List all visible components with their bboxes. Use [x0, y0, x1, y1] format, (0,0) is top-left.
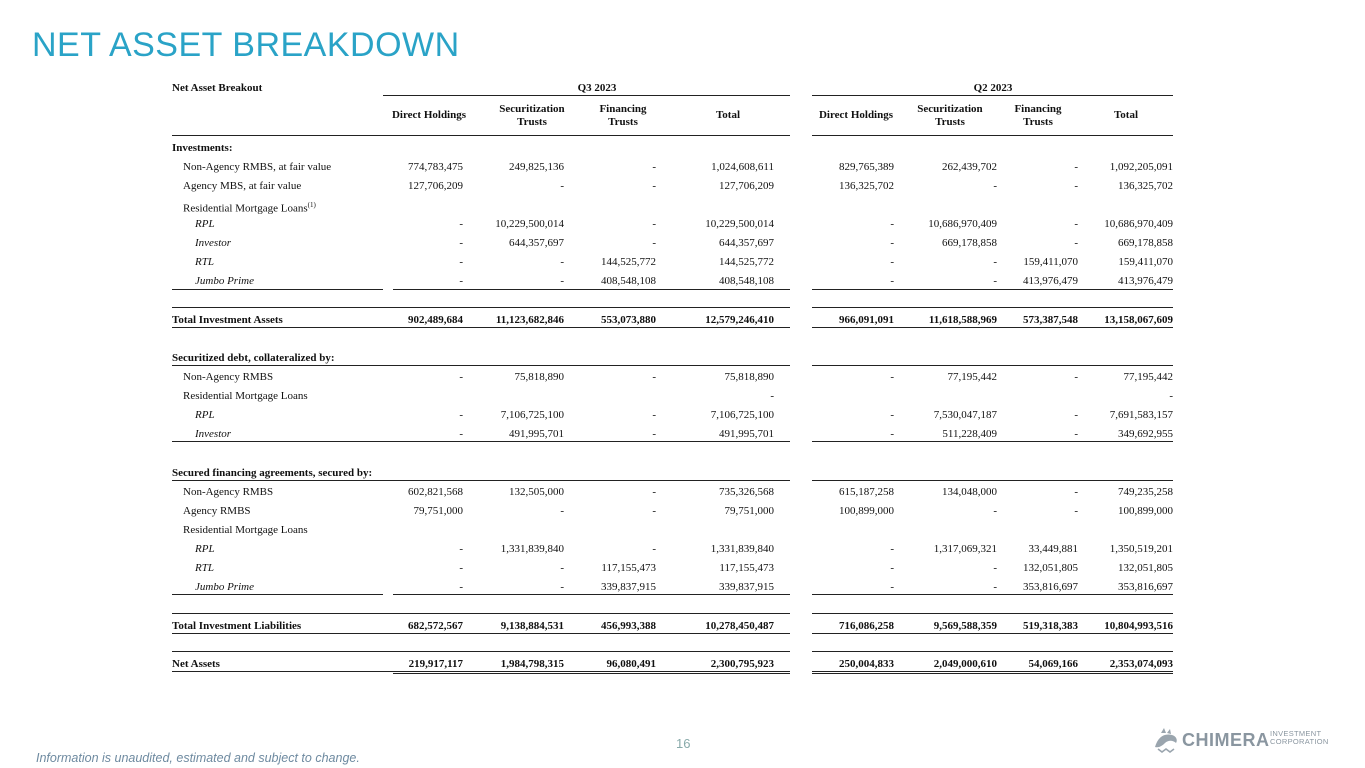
row-label: Residential Mortgage Loans [183, 524, 308, 536]
row-label: RPL [195, 409, 215, 421]
row-label: Non-Agency RMBS [183, 486, 274, 498]
group-rule [812, 289, 1173, 290]
table-cell: 749,235,258 [1118, 486, 1173, 498]
table-cell: 10,229,500,014 [495, 218, 564, 230]
table-cell: 79,751,000 [724, 505, 774, 517]
row-label: Investor [195, 237, 232, 249]
table-cell: 1,092,205,091 [1109, 161, 1173, 173]
table-cell: - [652, 218, 656, 230]
table-cell: 408,548,108 [601, 275, 656, 287]
table-cell: 1,331,839,840 [710, 543, 774, 555]
table-cell: - [890, 371, 894, 383]
table-cell: 602,821,568 [408, 486, 463, 498]
table-cell: 1,024,608,611 [711, 161, 774, 173]
table-cell: - [770, 390, 774, 402]
table-cell: - [1074, 409, 1078, 421]
table-cell: 96,080,491 [606, 658, 656, 670]
table-cell: 262,439,702 [942, 161, 997, 173]
table-cell: - [459, 256, 463, 268]
table-cell: 127,706,209 [719, 180, 774, 192]
table-cell: - [560, 505, 564, 517]
table-cell: 11,123,682,846 [495, 314, 564, 326]
table-cell: - [993, 505, 997, 517]
table-cell: - [459, 218, 463, 230]
table-cell: 54,069,166 [1028, 658, 1078, 670]
table-cell: 519,318,383 [1023, 620, 1078, 632]
table-cell: - [993, 581, 997, 593]
table-cell: 75,818,890 [724, 371, 774, 383]
row-label: Total Investment Assets [172, 314, 283, 326]
table-cell: - [890, 237, 894, 249]
table-cell: - [1074, 180, 1078, 192]
table-cell: 669,178,858 [1118, 237, 1173, 249]
row-label: RTL [195, 256, 214, 268]
table-cell: 10,686,970,409 [1104, 218, 1173, 230]
column-header: Securitization Trusts [499, 103, 565, 128]
table-cell: 10,229,500,014 [705, 218, 774, 230]
row-label: Total Investment Liabilities [172, 620, 302, 632]
table-cell: - [1074, 161, 1078, 173]
table-cell: - [459, 428, 463, 440]
group-rule [172, 633, 790, 634]
table-cell: - [652, 180, 656, 192]
double-rule [393, 673, 790, 674]
table-cell: 511,228,409 [942, 428, 997, 440]
table-cell: 2,353,074,093 [1109, 658, 1173, 670]
table-cell: 117,155,473 [601, 562, 656, 574]
group-rule [172, 441, 790, 442]
table-cell: - [459, 543, 463, 555]
table-cell: 7,106,725,100 [710, 409, 774, 421]
table-cell: - [560, 256, 564, 268]
period-header-rule [812, 95, 1173, 96]
group-rule [172, 651, 790, 652]
group-rule [172, 480, 790, 481]
table-cell: 339,837,915 [719, 581, 774, 593]
table-cell: 902,489,684 [408, 314, 463, 326]
row-label: Investments: [172, 142, 233, 154]
column-header: Financing Trusts [1014, 103, 1062, 128]
table-cell: 12,579,246,410 [705, 314, 774, 326]
table-cell: 716,086,258 [839, 620, 894, 632]
group-rule [172, 327, 790, 328]
table-cell: - [993, 256, 997, 268]
column-header: Total [1113, 109, 1139, 121]
table-cell: - [1074, 428, 1078, 440]
table-cell: 349,692,955 [1118, 428, 1173, 440]
table-cell: 413,976,479 [1023, 275, 1078, 287]
column-header: Direct Holdings [818, 109, 894, 121]
table-cell: - [459, 409, 463, 421]
table-cell: 100,899,000 [1118, 505, 1173, 517]
table-cell: - [890, 409, 894, 421]
table-cell: 353,816,697 [1023, 581, 1078, 593]
table-cell: 10,804,993,516 [1104, 620, 1173, 632]
row-label: Agency RMBS [183, 505, 251, 517]
table-cell: - [652, 486, 656, 498]
row-label: Non-Agency RMBS, at fair value [183, 161, 332, 173]
table-cell: - [1074, 218, 1078, 230]
table-cell: - [993, 275, 997, 287]
table-cell: 829,765,389 [839, 161, 894, 173]
group-rule [172, 613, 790, 614]
row-label: Securitized debt, collateralized by: [172, 352, 335, 364]
table-cell: 132,051,805 [1118, 562, 1173, 574]
table-cell: - [993, 562, 997, 574]
group-rule [812, 307, 1173, 308]
table-cell: 10,686,970,409 [928, 218, 997, 230]
table-cell: - [890, 218, 894, 230]
table-cell: 1,317,069,321 [933, 543, 997, 555]
header-rule [172, 135, 790, 136]
table-cell: - [652, 237, 656, 249]
table-cell: 136,325,702 [1118, 180, 1173, 192]
table-cell: - [459, 581, 463, 593]
logo-wordmark: CHIMERA [1182, 730, 1270, 750]
table-cell: - [890, 275, 894, 287]
group-rule [393, 594, 790, 595]
table-cell: 100,899,000 [839, 505, 894, 517]
table-cell: 644,357,697 [719, 237, 774, 249]
table-cell: - [560, 581, 564, 593]
table-cell: - [652, 161, 656, 173]
table-cell: 33,449,881 [1028, 543, 1078, 555]
table-cell: 353,816,697 [1118, 581, 1173, 593]
table-cell: - [1074, 371, 1078, 383]
table-cell: - [1169, 390, 1173, 402]
group-rule [812, 594, 1173, 595]
table-cell: 219,917,117 [408, 658, 463, 670]
table-cell: - [459, 371, 463, 383]
group-rule [812, 613, 1173, 614]
column-header: Total [715, 109, 741, 121]
table-cell: 1,984,798,315 [500, 658, 564, 670]
row-label: Agency MBS, at fair value [183, 180, 302, 192]
page-number: 16 [676, 736, 691, 751]
table-cell: 144,525,772 [601, 256, 656, 268]
row-label: RPL [195, 543, 215, 555]
table-cell: 7,691,583,157 [1109, 409, 1173, 421]
row-label: RTL [195, 562, 214, 574]
table-cell: 7,530,047,187 [933, 409, 997, 421]
table-cell: 2,300,795,923 [710, 658, 774, 670]
table-cell: - [560, 562, 564, 574]
double-rule [812, 673, 1173, 674]
table-cell: - [993, 180, 997, 192]
table-cell: - [890, 428, 894, 440]
row-label: Jumbo Prime [195, 275, 254, 287]
row-label: Secured financing agreements, secured by: [172, 467, 373, 479]
table-cell: 9,138,884,531 [500, 620, 564, 632]
table-cell: 966,091,091 [839, 314, 894, 326]
table-cell: - [652, 428, 656, 440]
table-cell: 735,326,568 [719, 486, 774, 498]
disclaimer-footnote: Information is unaudited, estimated and subject to change. [36, 751, 360, 765]
table-cell: 159,411,070 [1118, 256, 1173, 268]
table-cell: - [890, 543, 894, 555]
table-cell: 408,548,108 [719, 275, 774, 287]
group-rule [812, 633, 1173, 634]
group-rule [172, 307, 790, 308]
table-cell: 339,837,915 [601, 581, 656, 593]
table-cell: 79,751,000 [413, 505, 463, 517]
table-cell: 491,995,701 [719, 428, 774, 440]
table-cell: 9,569,588,359 [933, 620, 997, 632]
row-label: Non-Agency RMBS [183, 371, 274, 383]
table-cell: 159,411,070 [1023, 256, 1078, 268]
group-rule [172, 594, 383, 595]
table-cell: 1,331,839,840 [500, 543, 564, 555]
table-cell: 127,706,209 [408, 180, 463, 192]
table-cell: 1,350,519,201 [1109, 543, 1173, 555]
table-cell: 2,049,000,610 [933, 658, 997, 670]
column-header: Securitization Trusts [917, 103, 983, 128]
table-cell: 7,106,725,100 [500, 409, 564, 421]
row-label: Residential Mortgage Loans$^{(1)}$ [183, 201, 316, 215]
table-cell: 644,357,697 [509, 237, 564, 249]
table-cell: 144,525,772 [719, 256, 774, 268]
logo-subtitle: INVESTMENT CORPORATION [1270, 729, 1329, 746]
header-rule [812, 135, 1173, 136]
table-cell: - [560, 180, 564, 192]
table-cell: 553,073,880 [601, 314, 656, 326]
row-label: Jumbo Prime [195, 581, 254, 593]
column-header: Direct Holdings [391, 109, 467, 121]
table-cell: 249,825,136 [509, 161, 564, 173]
group-rule [172, 289, 383, 290]
table-corner-label: Net Asset Breakout [172, 82, 263, 94]
table-cell: 669,178,858 [942, 237, 997, 249]
row-label: RPL [195, 218, 215, 230]
group-rule [812, 671, 1173, 672]
table-cell: - [890, 256, 894, 268]
table-cell: - [459, 237, 463, 249]
table-cell: - [890, 562, 894, 574]
table-cell: 456,993,388 [601, 620, 656, 632]
table-cell: - [560, 275, 564, 287]
table-cell: - [459, 275, 463, 287]
table-cell: - [1074, 505, 1078, 517]
row-label: Net Assets [172, 658, 220, 670]
group-rule [812, 441, 1173, 442]
table-cell: 10,278,450,487 [705, 620, 774, 632]
group-rule [172, 671, 790, 672]
table-cell: 413,976,479 [1118, 275, 1173, 287]
table-cell: - [1074, 486, 1078, 498]
row-label: Residential Mortgage Loans [183, 390, 308, 402]
group-rule [812, 480, 1173, 481]
group-rule [812, 365, 1173, 366]
table-cell: - [652, 371, 656, 383]
group-rule [172, 365, 790, 366]
table-cell: 132,505,000 [509, 486, 564, 498]
table-cell: 117,155,473 [719, 562, 774, 574]
table-cell: 491,995,701 [509, 428, 564, 440]
group-rule [812, 327, 1173, 328]
group-rule [393, 289, 790, 290]
table-cell: - [652, 409, 656, 421]
table-cell: 132,051,805 [1023, 562, 1078, 574]
table-cell: - [890, 581, 894, 593]
period-header-q3: Q3 2023 [577, 82, 617, 94]
period-header-rule [383, 95, 790, 96]
table-cell: 573,387,548 [1023, 314, 1078, 326]
table-cell: 13,158,067,609 [1104, 314, 1173, 326]
row-label: Investor [195, 428, 232, 440]
table-cell: - [652, 505, 656, 517]
table-cell: 134,048,000 [942, 486, 997, 498]
chimera-logo-icon [1152, 727, 1180, 753]
footnote-marker: (1) [307, 201, 316, 209]
table-cell: 77,195,442 [1123, 371, 1173, 383]
table-cell: 615,187,258 [839, 486, 894, 498]
table-cell: - [1074, 237, 1078, 249]
column-header: Financing Trusts [599, 103, 647, 128]
table-cell: 250,004,833 [839, 658, 894, 670]
page-title: NET ASSET BREAKDOWN [32, 26, 460, 64]
table-cell: 77,195,442 [947, 371, 997, 383]
table-cell: - [652, 543, 656, 555]
table-cell: 774,783,475 [408, 161, 463, 173]
table-cell: 136,325,702 [839, 180, 894, 192]
table-cell: 682,572,567 [408, 620, 463, 632]
group-rule [812, 651, 1173, 652]
table-cell: - [459, 562, 463, 574]
table-cell: 75,818,890 [514, 371, 564, 383]
company-logo [1152, 727, 1342, 753]
period-header-q2: Q2 2023 [973, 82, 1013, 94]
table-cell: 11,618,588,969 [928, 314, 997, 326]
